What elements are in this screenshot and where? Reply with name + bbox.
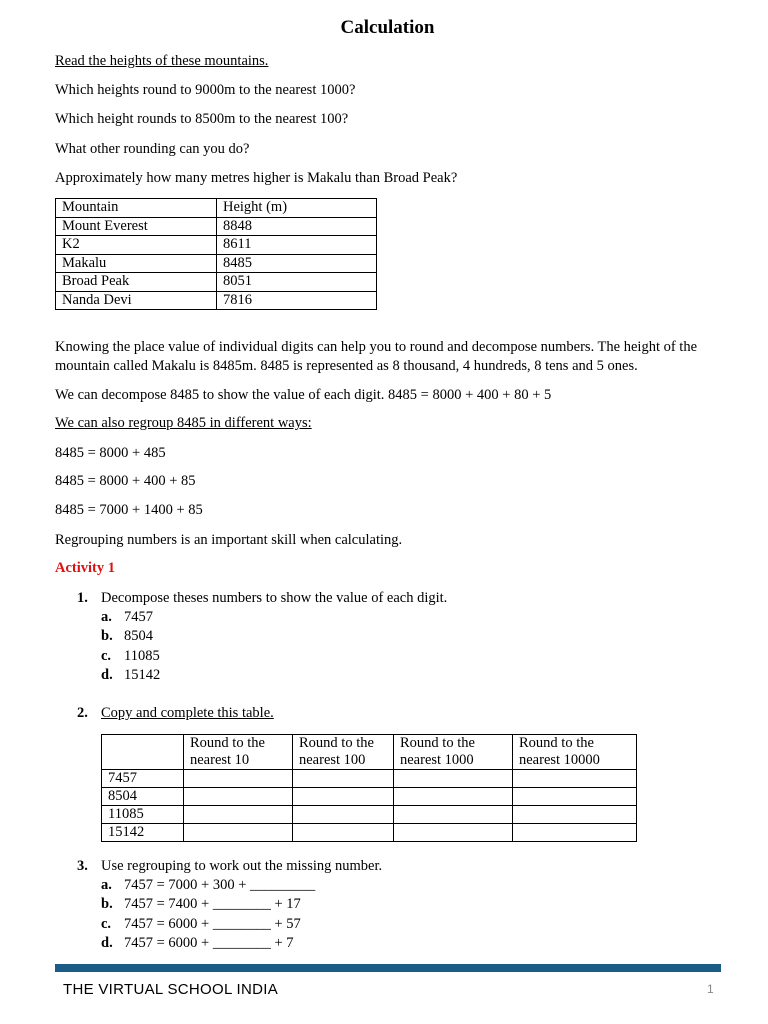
empty-cell[interactable] bbox=[293, 770, 394, 788]
footer-school-name: THE VIRTUAL SCHOOL INDIA bbox=[63, 981, 279, 998]
table-header-cell: Height (m) bbox=[217, 199, 377, 218]
table-row bbox=[56, 291, 377, 310]
task-2-text: Copy and complete this table. bbox=[101, 705, 274, 721]
table-header-row bbox=[102, 735, 637, 770]
table-header-cell bbox=[102, 735, 184, 770]
row-number: 11085 bbox=[102, 806, 184, 824]
empty-cell[interactable] bbox=[394, 770, 513, 788]
task-1-number: 1. bbox=[77, 590, 88, 606]
mountain-height: 8848 bbox=[217, 217, 377, 236]
empty-cell[interactable] bbox=[394, 824, 513, 842]
regroup-equation-2: 8485 = 8000 + 400 + 85 bbox=[55, 473, 196, 489]
table-header-cell: Round to the nearest 10000 bbox=[513, 735, 637, 770]
question-3: What other rounding can you do? bbox=[55, 141, 250, 157]
item-text: 7457 = 7400 + ________ + 17 bbox=[124, 896, 301, 912]
list-item bbox=[101, 896, 301, 913]
item-label: b. bbox=[101, 628, 113, 644]
table-header-row bbox=[56, 199, 377, 218]
empty-cell[interactable] bbox=[513, 788, 637, 806]
item-text: 7457 = 6000 + ________ + 7 bbox=[124, 935, 294, 951]
page-number: 1 bbox=[707, 982, 714, 996]
list-item bbox=[101, 935, 294, 952]
task-3-number: 3. bbox=[77, 858, 88, 874]
item-label: c. bbox=[101, 916, 112, 932]
table-row bbox=[56, 217, 377, 236]
mountain-height: 8485 bbox=[217, 254, 377, 273]
empty-cell[interactable] bbox=[293, 806, 394, 824]
mountain-height: 8051 bbox=[217, 273, 377, 292]
list-item bbox=[101, 916, 301, 933]
table-header-cell: Mountain bbox=[56, 199, 217, 218]
empty-cell[interactable] bbox=[513, 806, 637, 824]
mountain-name: Broad Peak bbox=[56, 273, 217, 292]
empty-cell[interactable] bbox=[513, 824, 637, 842]
table-row bbox=[102, 770, 637, 788]
intro-instruction: Read the heights of these mountains. bbox=[55, 53, 269, 69]
table-row bbox=[56, 236, 377, 255]
item-label: a. bbox=[101, 609, 112, 625]
empty-cell[interactable] bbox=[513, 770, 637, 788]
rounding-table bbox=[101, 734, 637, 842]
item-label: a. bbox=[101, 877, 112, 893]
list-item bbox=[101, 648, 160, 665]
activity-heading: Activity 1 bbox=[55, 560, 115, 576]
empty-cell[interactable] bbox=[184, 788, 293, 806]
question-4: Approximately how many metres higher is Makalu than Broad Peak? bbox=[55, 170, 458, 186]
mountain-name: Nanda Devi bbox=[56, 291, 217, 310]
task-1-text: Decompose theses numbers to show the value of each digit. bbox=[101, 590, 448, 606]
table-row bbox=[102, 824, 637, 842]
table-row bbox=[102, 788, 637, 806]
task-2-number: 2. bbox=[77, 705, 88, 721]
item-text: 8504 bbox=[124, 628, 153, 644]
question-2: Which height rounds to 8500m to the nearest 100? bbox=[55, 111, 349, 127]
table-header-cell: Round to the nearest 1000 bbox=[394, 735, 513, 770]
mountain-height: 7816 bbox=[217, 291, 377, 310]
list-item bbox=[101, 667, 160, 684]
explanation-paragraph-4: Regrouping numbers is an important skill when calculating. bbox=[55, 532, 403, 548]
regroup-equation-1: 8485 = 8000 + 485 bbox=[55, 445, 166, 461]
table-header-cell: Round to the nearest 100 bbox=[293, 735, 394, 770]
item-label: d. bbox=[101, 667, 113, 683]
page-title: Calculation bbox=[340, 17, 435, 38]
item-label: c. bbox=[101, 648, 112, 664]
item-text: 15142 bbox=[124, 667, 161, 683]
heights-table bbox=[55, 198, 377, 310]
item-text: 7457 bbox=[124, 609, 153, 625]
table-row bbox=[102, 806, 637, 824]
mountain-height: 8611 bbox=[217, 236, 377, 255]
row-number: 7457 bbox=[102, 770, 184, 788]
item-label: d. bbox=[101, 935, 113, 951]
table-row bbox=[56, 254, 377, 273]
row-number: 8504 bbox=[102, 788, 184, 806]
regroup-equation-3: 8485 = 7000 + 1400 + 85 bbox=[55, 502, 203, 518]
question-1: Which heights round to 9000m to the nearest 1000? bbox=[55, 82, 356, 98]
table-header-cell: Round to the nearest 10 bbox=[184, 735, 293, 770]
mountain-name: K2 bbox=[56, 236, 217, 255]
empty-cell[interactable] bbox=[394, 788, 513, 806]
item-text: 7457 = 7000 + 300 + _________ bbox=[124, 877, 316, 893]
empty-cell[interactable] bbox=[184, 770, 293, 788]
footer-divider bbox=[55, 964, 721, 972]
explanation-paragraph-1: Knowing the place value of individual digits can help you to round and decompose numbers. The height of the mountain called Makalu is 8485m. 8485 is represented as 8 thousand, 4 hundreds, 8 tens and 5 ones. bbox=[55, 339, 698, 374]
explanation-paragraph-2: We can decompose 8485 to show the value of each digit. 8485 = 8000 + 400 + 80 + 5 bbox=[55, 387, 552, 403]
regroup-heading: We can also regroup 8485 in different ways: bbox=[55, 415, 312, 431]
empty-cell[interactable] bbox=[184, 806, 293, 824]
list-item bbox=[101, 628, 153, 645]
empty-cell[interactable] bbox=[293, 824, 394, 842]
item-label: b. bbox=[101, 896, 113, 912]
item-text: 11085 bbox=[124, 648, 160, 664]
row-number: 15142 bbox=[102, 824, 184, 842]
list-item bbox=[101, 877, 315, 894]
mountain-name: Makalu bbox=[56, 254, 217, 273]
empty-cell[interactable] bbox=[184, 824, 293, 842]
table-row bbox=[56, 273, 377, 292]
task-3-text: Use regrouping to work out the missing number. bbox=[101, 858, 383, 874]
list-item bbox=[101, 609, 153, 626]
mountain-name: Mount Everest bbox=[56, 217, 217, 236]
empty-cell[interactable] bbox=[394, 806, 513, 824]
item-text: 7457 = 6000 + ________ + 57 bbox=[124, 916, 301, 932]
empty-cell[interactable] bbox=[293, 788, 394, 806]
